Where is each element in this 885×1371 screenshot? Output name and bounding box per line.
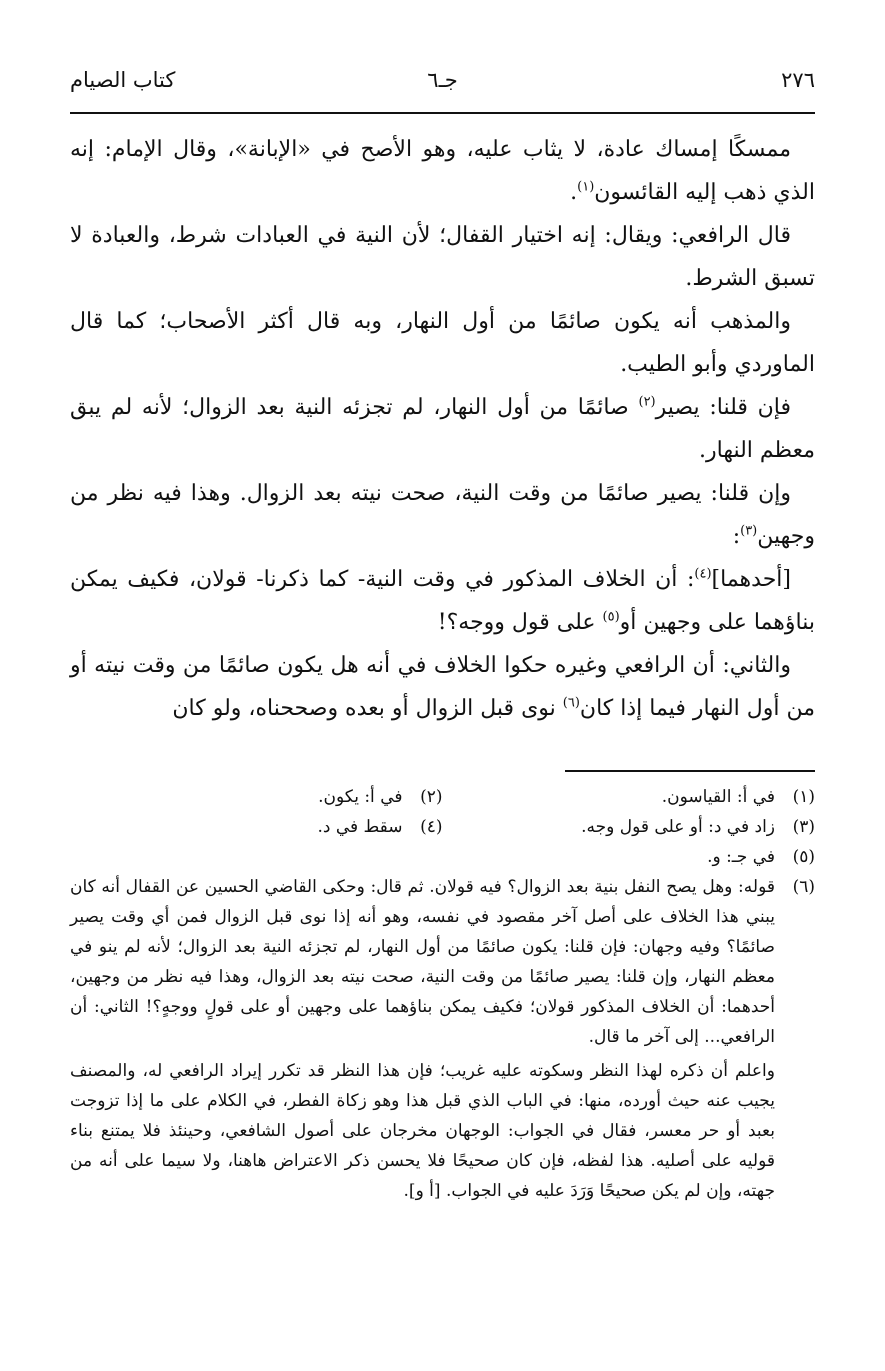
footnote-divider <box>565 770 815 772</box>
footnote-text: سقط في د. <box>317 817 403 837</box>
footnote-text: في أ: يكون. <box>318 787 403 807</box>
footnote-5 <box>443 842 816 872</box>
footnote-3 <box>443 812 816 842</box>
book-title: كتاب الصيام <box>70 68 176 92</box>
footnote-row <box>70 812 815 842</box>
footnote-text: في أ: القياسون. <box>661 787 775 807</box>
paragraph-text: : أن الخلاف المذكور في وقت النية- كما ذكرنا- قولان، فكيف يمكن بناؤهما على وجهين أو <box>70 567 815 635</box>
paragraph-2: قال الرافعي: ويقال: إنه اختيار القفال؛ لأن النية في العبادات شرط، والعبادة لا تسبق الشرط. <box>70 223 815 291</box>
main-text <box>70 128 815 730</box>
paragraph-6 <box>70 558 815 644</box>
paragraph-7 <box>70 644 815 730</box>
paragraph-text: فإن قلنا: يصير <box>655 395 791 420</box>
paragraph-5 <box>70 472 815 558</box>
paragraph-3: والمذهب أنه يكون صائمًا من أول النهار، وبه قال أكثر الأصحاب؛ كما قال الماوردي وأبو الطيب. <box>70 309 815 377</box>
paragraph-text: . <box>570 180 578 205</box>
running-header <box>70 68 815 104</box>
footnote-text: زاد في د: أو على قول وجه. <box>581 817 775 837</box>
paragraph-text: صائمًا من أول النهار، لم تجزئه النية بعد الزوال؛ لأنه لم يبق معظم النهار. <box>70 395 815 463</box>
footnote-row <box>70 782 815 812</box>
footnote-ref: (١) <box>577 179 595 195</box>
footnote-number: (٢) <box>420 787 443 807</box>
footnote-paragraph: واعلم أن ذكره لهذا النظر وسكوته عليه غريب؛ فإن هذا النظر قد تكرر إيراد الرافعي له، والمصنف يجيب عنه حيث أورده، منها: في الباب الذي قبل هذا وهو زكاة الفطر، في الكلام على ما إذا تزوجت بعبد أو حر معسر، فقال في الجواب: الوجهان مخرجان على أصول الشافعي، وحينئذ فلا يمتنع بناء قوليه على أصليه. هذا لفظه، فإن كان صحيحًا فلا يحسن ذكر الاعتراض هاهنا، ولا سيما على أنه من جهته، وإن لم يكن صحيحًا وَرَدَ عليه في الجواب. [أ و]. <box>70 1061 775 1201</box>
header-divider <box>70 112 815 114</box>
footnote-number: (٤) <box>420 817 443 837</box>
paragraph-text: [أحدهما] <box>711 567 791 592</box>
footnote-body <box>70 872 775 1206</box>
paragraph-text: ممسكًا إمساك عادة، لا يثاب عليه، وهو الأصح في «الإبانة»، وقال الإمام: إنه الذي ذهب إليه القائسون <box>70 137 815 205</box>
footnote-4 <box>70 812 443 842</box>
footnote-ref: (٤) <box>694 566 712 582</box>
footnote-text: في جـ: و. <box>707 847 775 867</box>
page-number: ٢٧٦ <box>781 68 815 92</box>
paragraph-1 <box>70 128 815 214</box>
footnote-ref: (٣) <box>740 523 758 539</box>
footnote-number: (٦) <box>792 877 815 897</box>
footnote-number: (١) <box>792 787 815 807</box>
paragraph-text: : <box>732 524 741 549</box>
footnote-ref: (٥) <box>602 609 620 625</box>
footnote-2 <box>70 782 443 812</box>
paragraph-text: نوى قبل الزوال أو بعده وصححناه، ولو كان <box>172 696 563 721</box>
footnote-row <box>70 842 815 872</box>
footnote-paragraph: قوله: وهل يصح النفل بنية بعد الزوال؟ فيه قولان. ثم قال: وحكى القاضي الحسين عن القفال أنه كان يبني هذا الخلاف على أصل آخر مقصود في نفسه، وهو أنه إذا نوى قبل الزوال فمن أي وقت يصير صائمًا؟ وفيه وجهان: فإن قلنا: يكون صائمًا من أول النهار، لم تجزئه النية بعد الزوال؛ لأنه لم ينو في معظم النهار، وإن قلنا: يصير صائمًا من وقت النية، صحت نيته بعد الزوال، وهذا فيه نظر من وجهين، أحدهما: أن الخلاف المذكور قولان؛ فكيف يمكن بناؤهما على وجهين أو على قولٍ ووجهٍ؟! الثاني: أن الرافعي... إلى آخر ما قال. <box>70 877 775 1047</box>
footnote-ref: (٦) <box>562 695 580 711</box>
footnote-number: (٥) <box>792 847 815 867</box>
paragraph-text: على قول ووجه؟! <box>437 610 603 635</box>
footnote-ref: (٢) <box>638 394 656 410</box>
paragraph-text: والثاني: أن الرافعي وغيره حكوا الخلاف في أنه هل يكون صائمًا من وقت نيته أو من أول النهار فيما إذا كان <box>70 653 815 721</box>
paragraph-text: وإن قلنا: يصير صائمًا من وقت النية، صحت نيته بعد الزوال. وهذا فيه نظر من وجهين <box>70 481 815 549</box>
footnote-6 <box>70 872 815 1206</box>
footnote-number: (٣) <box>792 817 815 837</box>
volume-label: جـ٦ <box>427 68 458 92</box>
footnotes <box>70 782 815 1206</box>
footnote-1 <box>443 782 816 812</box>
paragraph-4 <box>70 386 815 472</box>
